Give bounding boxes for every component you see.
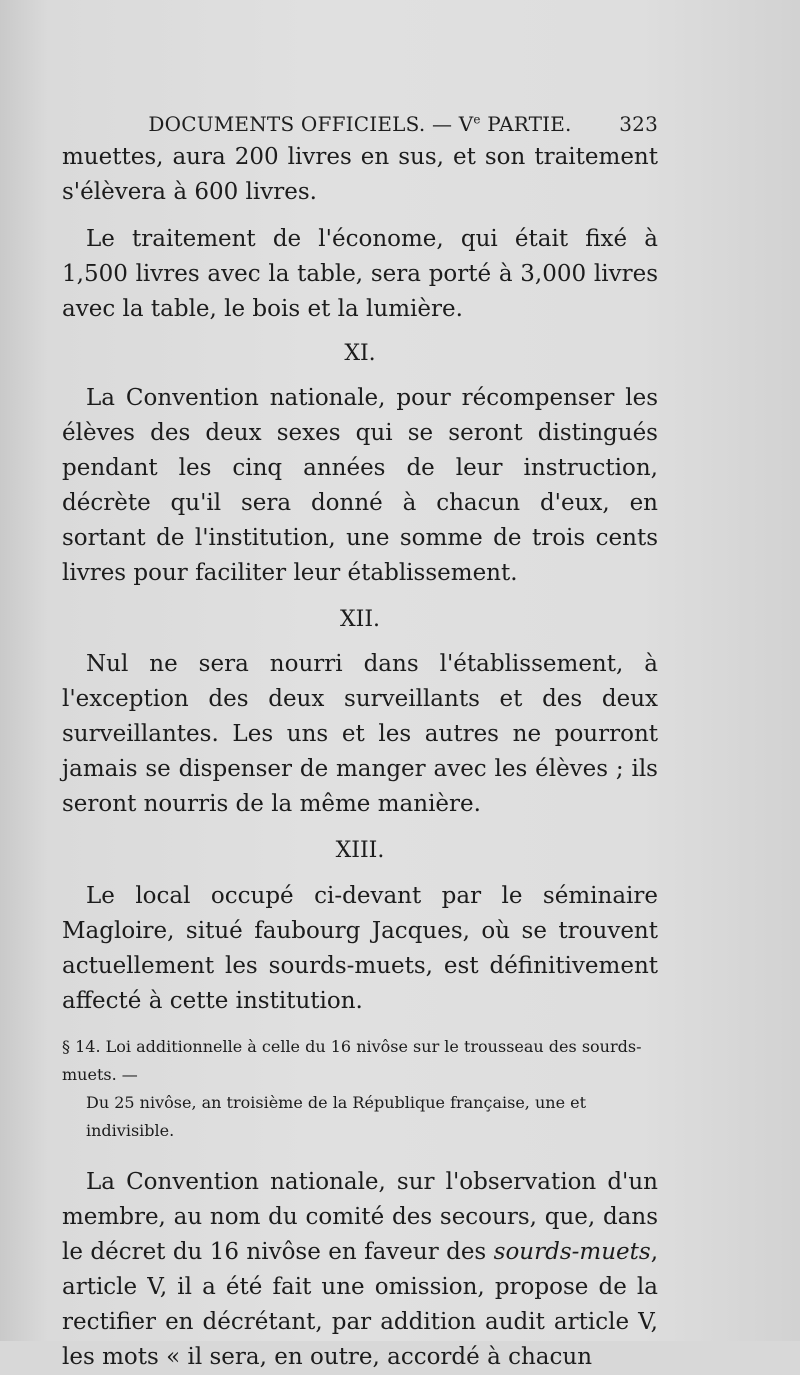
section-heading-xii: XII. (339, 607, 381, 632)
running-header (62, 112, 658, 142)
law-note (62, 1033, 658, 1145)
section-heading-xi: XI. (344, 341, 376, 366)
paragraph-recompense: La Convention nationale, pour récompenser les élèves des deux sexes qui se seront distingués pendant les cinq années de leur instruction, décrète qu'il sera donné à chacun d'eux, en sortant de l'institution, une somme de trois cents livres pour faciliter leur établissement. (62, 385, 658, 586)
paragraph-continuation: muettes, aura 200 livres en sus, et son traitement s'élèvera à 600 livres. (62, 144, 658, 205)
paragraph-econome: Le traitement de l'économe, qui était fixé à 1,500 livres avec la table, sera porté à 3,000 livres avec la table, le bois et la lumière. (62, 226, 658, 322)
page-number: 323 (619, 112, 658, 136)
paragraph-convention: La Convention nationale, sur l'observation d'un membre, au nom du comité des secours, que, dans le décret du 16 nivôse en faveur des sourds-muets, article V, il a été fait une omission, propose de la rectifier en décrétant, par addition audit article V, les mots « il sera, en outre, accordé à chacun (62, 1169, 658, 1370)
section-heading-xiii: XIII. (335, 838, 385, 863)
paragraph-local: Le local occupé ci-devant par le séminaire Magloire, situé faubourg Jacques, où se trouvent actuellement les sourds-muets, est définitivement affecté à cette institution. (62, 883, 658, 1014)
italic-term: sourds-muets (493, 1239, 651, 1265)
paragraph-nourri: Nul ne sera nourri dans l'établissement, à l'exception des deux surveillants et des deux surveillantes. Les uns et les autres ne pourront jamais se dispenser de manger avec les élèves ; ils seront nourris de la même manière. (62, 651, 658, 817)
law-note-line-1: § 14. Loi additionnelle à celle du 16 nivôse sur le trousseau des sourds-muets. — (62, 1037, 642, 1084)
page-body (62, 140, 658, 1375)
running-title: DOCUMENTS OFFICIELS. — Ve PARTIE. (148, 112, 572, 136)
law-note-line-2: Du 25 nivôse, an troisième de la République française, une et indivisible. (86, 1093, 587, 1140)
